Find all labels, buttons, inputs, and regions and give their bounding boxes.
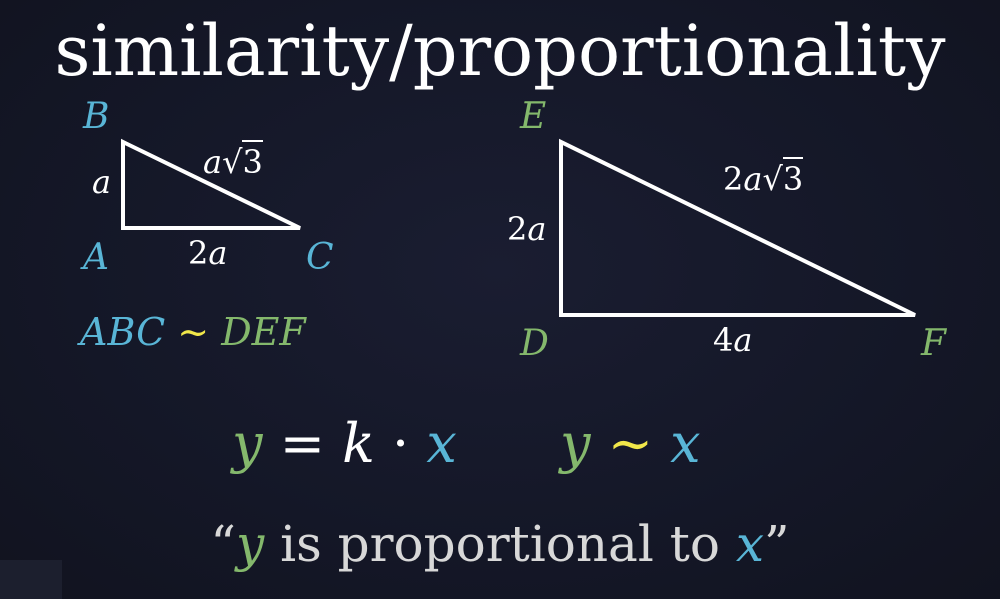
similarity-right: DEF [221,310,306,354]
quote-open: “ [210,515,236,573]
vertex-b-label: B [83,96,110,137]
eq-dot: · [392,412,410,475]
quote-close: ” [764,515,790,573]
prop-symbol: ∼ [607,412,653,475]
similarity-symbol: ∼ [177,310,210,354]
side-ac-coef: 2 [188,234,209,272]
eq-y: y [232,412,263,475]
similarity-statement [80,310,306,354]
quote-middle: is proportional to [264,515,736,573]
side-ef-var: a [743,160,763,198]
quote-y: y [235,515,265,573]
equation-proportional [560,412,701,475]
side-de-var: a [527,210,547,248]
similarity-left: ABC [80,310,166,354]
side-ef-coef: 2 [723,160,744,198]
side-df-label [713,321,752,359]
vertex-f-label: F [921,323,946,364]
eq-equals: = [279,412,325,475]
corner-overlay [0,560,62,599]
side-de-label [507,210,546,248]
sqrt-sign: √ [222,143,243,181]
side-bc-label [203,143,263,181]
vertex-e-label: E [520,96,547,137]
side-df-coef: 4 [713,321,734,359]
prop-x: x [670,412,701,475]
vertex-d-label: D [520,323,549,364]
side-ac-label [188,234,227,272]
side-df-var: a [733,321,753,359]
side-ef-root: 3 [783,157,803,198]
vertex-c-label: C [306,237,334,278]
side-bc-var: a [203,143,223,181]
sqrt-sign: √ [762,160,783,198]
eq-x: x [426,412,457,475]
vertex-a-label: A [83,237,109,278]
page-title: similarity/proportionality [54,10,946,92]
proportional-quote [0,515,1000,573]
side-ef-label [723,160,803,198]
equation-linear [232,412,457,475]
side-ab-label [92,163,111,201]
eq-k: k [342,412,375,475]
side-ab-var: a [92,163,112,201]
quote-x: x [735,515,765,573]
side-ac-var: a [208,234,228,272]
side-de-coef: 2 [507,210,528,248]
prop-y: y [560,412,591,475]
side-bc-root: 3 [242,140,262,181]
